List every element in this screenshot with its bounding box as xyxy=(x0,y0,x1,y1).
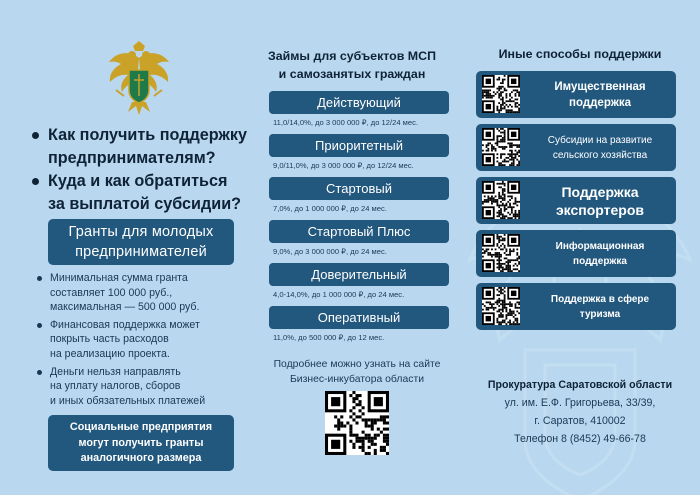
fact-line: покрыть часть расходов xyxy=(50,333,169,346)
heading-line: и самозанятых граждан xyxy=(278,67,426,81)
loan-terms: 11,0%, до 500 000 ₽, до 12 мес. xyxy=(273,333,385,342)
banner-line: Гранты для молодых xyxy=(68,224,214,240)
loan-button[interactable]: Доверительный xyxy=(269,263,449,286)
support-card-label xyxy=(526,230,674,277)
middle-column xyxy=(262,0,452,495)
fact-line: Финансовая поддержка может xyxy=(50,318,200,331)
label-line: Поддержка xyxy=(561,183,639,200)
question-line: Куда и как обратиться xyxy=(48,172,228,190)
loan-terms: 4,0-14,0%, до 1 000 000 ₽, до 24 мес. xyxy=(273,290,405,299)
list-item xyxy=(36,365,246,409)
social-enterprises-banner xyxy=(48,415,234,471)
qr-code-icon[interactable] xyxy=(325,391,389,455)
banner-line: предпринимателей xyxy=(75,244,207,260)
support-card-information[interactable] xyxy=(476,230,676,277)
info-line: Подробнее можно узнать на сайте xyxy=(273,359,441,370)
label-line: поддержка xyxy=(569,96,631,109)
banner-line: Социальные предприятия xyxy=(69,421,213,433)
loan-button[interactable]: Оперативный xyxy=(269,306,449,329)
loan-button[interactable]: Действующий xyxy=(269,91,449,114)
loan-button[interactable]: Стартовый xyxy=(269,177,449,200)
fact-line: на уплату налогов, сборов xyxy=(50,380,181,393)
support-card-tourism[interactable] xyxy=(476,283,676,330)
loan-button[interactable]: Стартовый Плюс xyxy=(269,220,449,243)
more-info-text xyxy=(262,358,452,387)
address-line: ул. им. Е.Ф. Григорьева, 33/39, xyxy=(504,397,656,409)
info-line: Бизнес-инкубатора области xyxy=(289,373,425,385)
phone-line: Телефон 8 (8452) 49-66-78 xyxy=(514,433,646,445)
question-support xyxy=(28,124,248,170)
support-card-agriculture[interactable] xyxy=(476,124,676,171)
question-line: Как получить поддержку xyxy=(48,126,247,144)
label-line: экспортеров xyxy=(555,201,645,218)
fact-line: составляет 100 000 руб., xyxy=(50,286,173,299)
heading-line: Займы для субъектов МСП xyxy=(268,49,436,63)
label-line: туризма xyxy=(579,308,621,320)
prosecutor-emblem-icon xyxy=(106,40,172,118)
loan-item xyxy=(269,306,449,342)
loan-item xyxy=(269,134,449,170)
label-line: Информационная xyxy=(555,240,645,252)
label-line: Поддержка в сфере xyxy=(550,293,650,305)
loan-item xyxy=(269,177,449,213)
loan-item xyxy=(269,220,449,256)
grant-facts-list xyxy=(36,271,246,411)
qr-code-icon[interactable] xyxy=(482,128,520,166)
loan-terms: 11,0/14,0%, до 3 000 000 ₽, до 12/24 мес. xyxy=(273,118,419,127)
loan-terms: 9,0%, до 3 000 000 ₽, до 24 мес. xyxy=(273,247,387,256)
question-line: предпринимателям? xyxy=(48,149,216,167)
loan-item xyxy=(269,91,449,127)
qr-code-icon[interactable] xyxy=(482,75,520,113)
support-card-label xyxy=(526,177,674,224)
list-item xyxy=(36,271,246,315)
support-card-property[interactable] xyxy=(476,71,676,118)
qr-code-icon[interactable] xyxy=(482,287,520,325)
fact-line: Деньги нельзя направлять xyxy=(50,365,181,378)
loan-terms: 9,0/11,0%, до 3 000 000 ₽, до 12/24 мес. xyxy=(273,161,414,170)
question-line: за выплатой субсидии? xyxy=(48,195,242,213)
fact-line: максимальная — 500 000 руб. xyxy=(50,301,200,314)
left-column xyxy=(22,0,247,495)
fact-line: и иных обязательных платежей xyxy=(50,394,206,407)
qr-code-icon[interactable] xyxy=(482,181,520,219)
contact-block xyxy=(476,376,684,448)
other-support-heading: Иные способы поддержки xyxy=(498,47,662,61)
organization-name: Прокуратура Саратовской области xyxy=(487,379,673,391)
questions-list xyxy=(28,124,248,216)
support-card-label xyxy=(526,71,674,118)
loans-heading xyxy=(262,47,442,83)
label-line: поддержка xyxy=(573,255,627,267)
list-item xyxy=(36,318,246,362)
loan-button[interactable]: Приоритетный xyxy=(269,134,449,157)
label-line: Имущественная xyxy=(554,80,646,93)
right-column xyxy=(476,0,684,495)
qr-code-icon[interactable] xyxy=(482,234,520,272)
loan-terms: 7,0%, до 1 000 000 ₽, до 24 мес. xyxy=(273,204,387,213)
fact-line: Минимальная сумма гранта xyxy=(50,272,188,284)
banner-line: аналогичного размера xyxy=(80,452,202,464)
loan-item xyxy=(269,263,449,299)
question-subsidy xyxy=(28,170,248,216)
support-card-label xyxy=(526,124,674,171)
support-card-label xyxy=(526,283,674,330)
support-card-exporters[interactable] xyxy=(476,177,676,224)
city-line: г. Саратов, 410002 xyxy=(534,415,626,427)
fact-line: на реализацию проекта. xyxy=(50,347,170,360)
grants-young-entrepreneurs-banner xyxy=(48,219,234,265)
label-line: Субсидии на развитие xyxy=(547,134,653,146)
label-line: сельского хозяйства xyxy=(552,149,648,161)
banner-line: могут получить гранты xyxy=(78,436,204,449)
